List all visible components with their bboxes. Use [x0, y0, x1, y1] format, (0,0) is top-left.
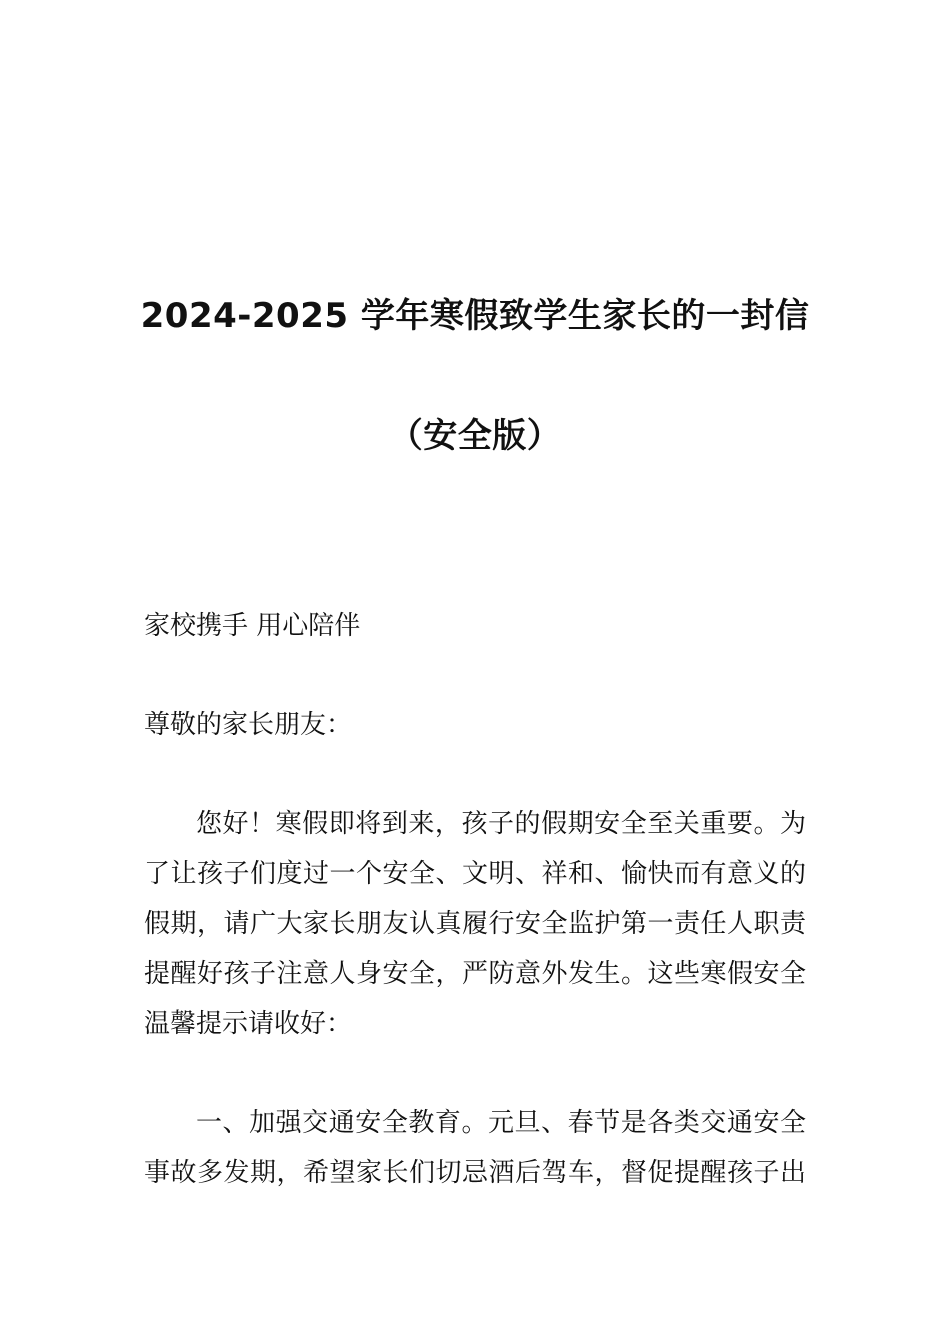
paragraph-line: 假期，请广大家长朋友认真履行安全监护第一责任人职责 [144, 909, 806, 939]
document-subtitle: （安全版） [388, 416, 562, 456]
paragraph-line: 温馨提示请收好： [144, 1009, 353, 1039]
paragraph-line: 一、加强交通安全教育。元旦、春节是各类交通安全 [196, 1108, 806, 1138]
paragraph-line: 事故多发期，希望家长们切忌酒后驾车，督促提醒孩子出 [144, 1158, 806, 1188]
document-title: 2024-2025 学年寒假致学生家长的一封信 [140, 296, 810, 336]
paragraph-line: 您好！寒假即将到来，孩子的假期安全至关重要。为 [196, 809, 806, 839]
paragraph-line: 了让孩子们度过一个安全、文明、祥和、愉快而有意义的 [144, 859, 806, 889]
paragraph-line: 提醒好孩子注意人身安全，严防意外发生。这些寒假安全 [144, 959, 806, 989]
salutation: 尊敬的家长朋友： [144, 710, 353, 740]
slogan: 家校携手 用心陪伴 [144, 611, 361, 641]
